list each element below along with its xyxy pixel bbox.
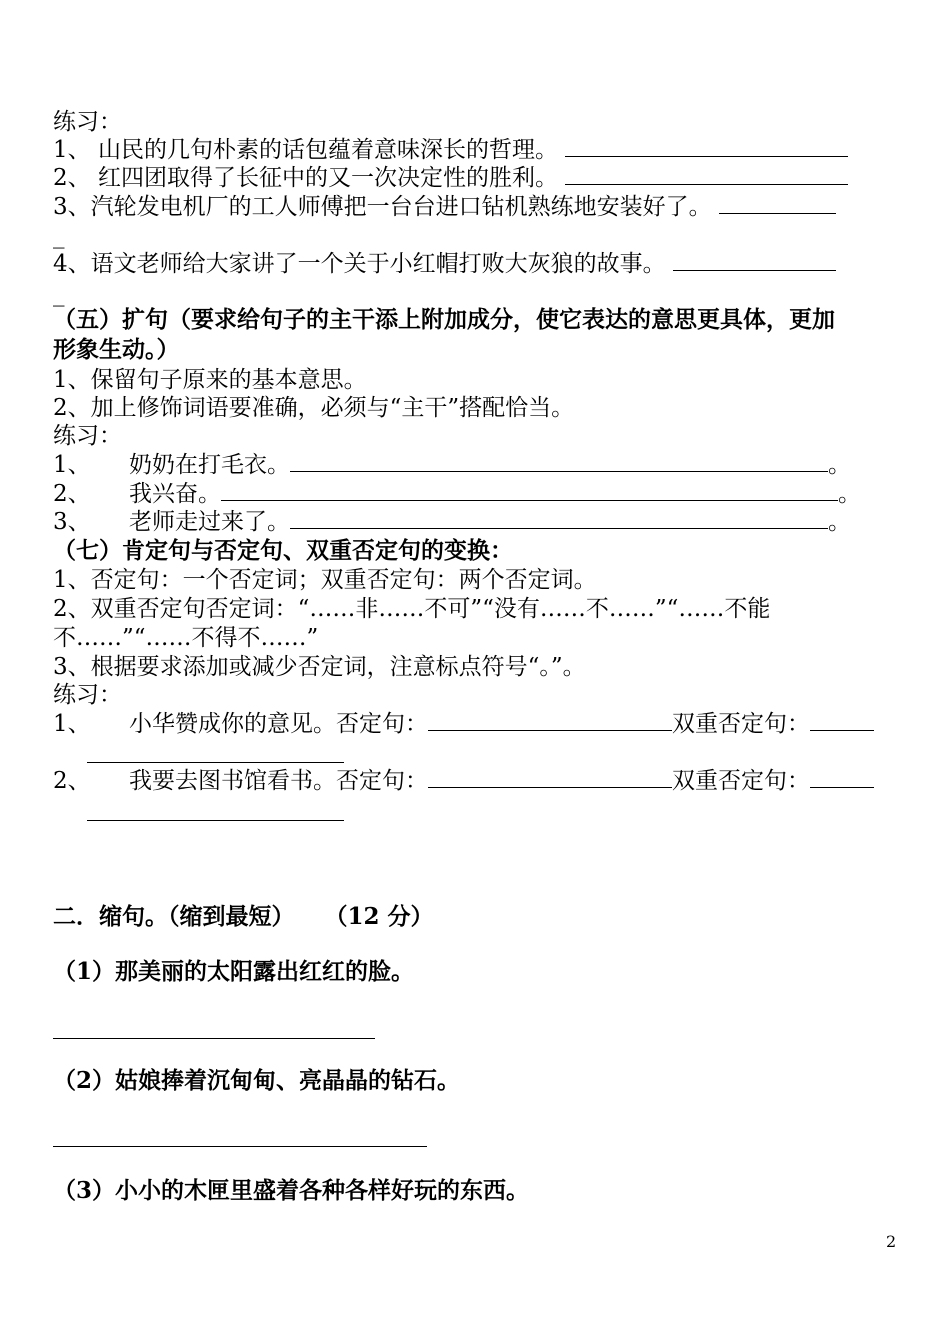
section-two-title — [53, 903, 434, 931]
item-end-mark: 。 — [838, 481, 861, 507]
page-number: 2 — [886, 1232, 897, 1251]
section-seven-rule-1: 1、否定句：一个否定词；双重否定句：两个否定词。 — [53, 567, 597, 593]
answer-blank[interactable] — [565, 136, 848, 157]
practice-item-1 — [53, 136, 848, 164]
negative-label: 否定句： — [336, 711, 428, 737]
practice-item-text: 2、 红四团取得了长征中的又一次决定性的胜利。 — [53, 165, 558, 191]
double-negative-label: 双重否定句： — [672, 711, 810, 737]
practice-label: 练习： — [53, 423, 122, 449]
section-five-rule-1: 1、保留句子原来的基本意思。 — [53, 367, 367, 393]
practice-item-text: 3、汽轮发电机厂的工人师傅把一台台进口钻机熟练地安装好了。 — [53, 194, 712, 220]
item-number: 3、 — [53, 509, 91, 535]
section-two-title-text: 二．缩句。（缩到最短） — [53, 903, 295, 930]
double-negative-blank[interactable] — [810, 767, 874, 788]
practice-item-3 — [53, 193, 836, 221]
practice-label: 练习： — [53, 109, 122, 135]
section-two-score: （12 分） — [324, 903, 434, 930]
section-seven-rule-2: 2、双重否定句否定词：“……非……不可”“没有……不……”“……不能 — [53, 596, 771, 622]
section-five-title: （五）扩句（要求给句子的主干添上附加成分，使它表达的意思更具体，更加 — [53, 306, 835, 333]
answer-blank[interactable] — [290, 508, 828, 529]
section-seven-rule-3: 3、根据要求添加或减少否定词，注意标点符号“。”。 — [53, 654, 586, 680]
item-text: 我要去图书馆看书。 — [129, 768, 336, 794]
negative-blank[interactable] — [428, 710, 672, 731]
item-text: 小华赞成你的意见。 — [129, 711, 336, 737]
item-text: 老师走过来了。 — [129, 509, 290, 535]
answer-line[interactable] — [53, 1146, 427, 1147]
item-number: 2、 — [53, 768, 91, 794]
expand-item-1 — [53, 451, 851, 479]
wrap-mark: _ — [53, 223, 65, 249]
item-end-mark: 。 — [828, 509, 851, 535]
practice-item-2 — [53, 164, 848, 192]
item-text: 我兴奋。 — [129, 481, 221, 507]
item-number: 2、 — [53, 481, 91, 507]
expand-item-2 — [53, 480, 861, 508]
item-number: 1、 — [53, 452, 91, 478]
expand-item-3 — [53, 508, 851, 536]
section-seven-rule-2-cont: 不……”“……不得不……” — [53, 625, 319, 651]
negation-item-1 — [53, 710, 874, 738]
answer-blank[interactable] — [565, 164, 848, 185]
item-number: 1、 — [53, 711, 91, 737]
answer-blank[interactable] — [221, 480, 838, 501]
section-seven-title: （七）肯定句与否定句、双重否定句的变换： — [53, 537, 513, 564]
answer-blank[interactable] — [719, 193, 836, 214]
practice-item-text: 4、语文老师给大家讲了一个关于小红帽打败大灰狼的故事。 — [53, 251, 666, 277]
double-negative-blank-cont[interactable] — [87, 762, 344, 763]
double-negative-label: 双重否定句： — [672, 768, 810, 794]
shorten-item-2: （2）姑娘捧着沉甸甸、亮晶晶的钻石。 — [53, 1067, 461, 1094]
shorten-item-1: （1）那美丽的太阳露出红红的脸。 — [53, 958, 415, 985]
answer-blank[interactable] — [290, 451, 828, 472]
shorten-item-3: （3）小小的木匣里盛着各种各样好玩的东西。 — [53, 1177, 530, 1204]
negative-label: 否定句： — [336, 768, 428, 794]
practice-item-text: 1、 山民的几句朴素的话包蕴着意味深长的哲理。 — [53, 137, 558, 163]
item-text: 奶奶在打毛衣。 — [129, 452, 290, 478]
practice-label: 练习： — [53, 682, 122, 708]
item-end-mark: 。 — [828, 452, 851, 478]
practice-item-4 — [53, 250, 836, 278]
answer-line[interactable] — [53, 1038, 375, 1039]
section-five-title-cont: 形象生动。） — [53, 336, 180, 363]
double-negative-blank[interactable] — [810, 710, 874, 731]
double-negative-blank-cont[interactable] — [87, 820, 344, 821]
section-five-rule-2: 2、加上修饰词语要准确，必须与“主干”搭配恰当。 — [53, 395, 575, 421]
wrap-mark: _ — [53, 281, 65, 307]
negation-item-2 — [53, 767, 874, 795]
negative-blank[interactable] — [428, 767, 672, 788]
answer-blank[interactable] — [673, 250, 836, 271]
